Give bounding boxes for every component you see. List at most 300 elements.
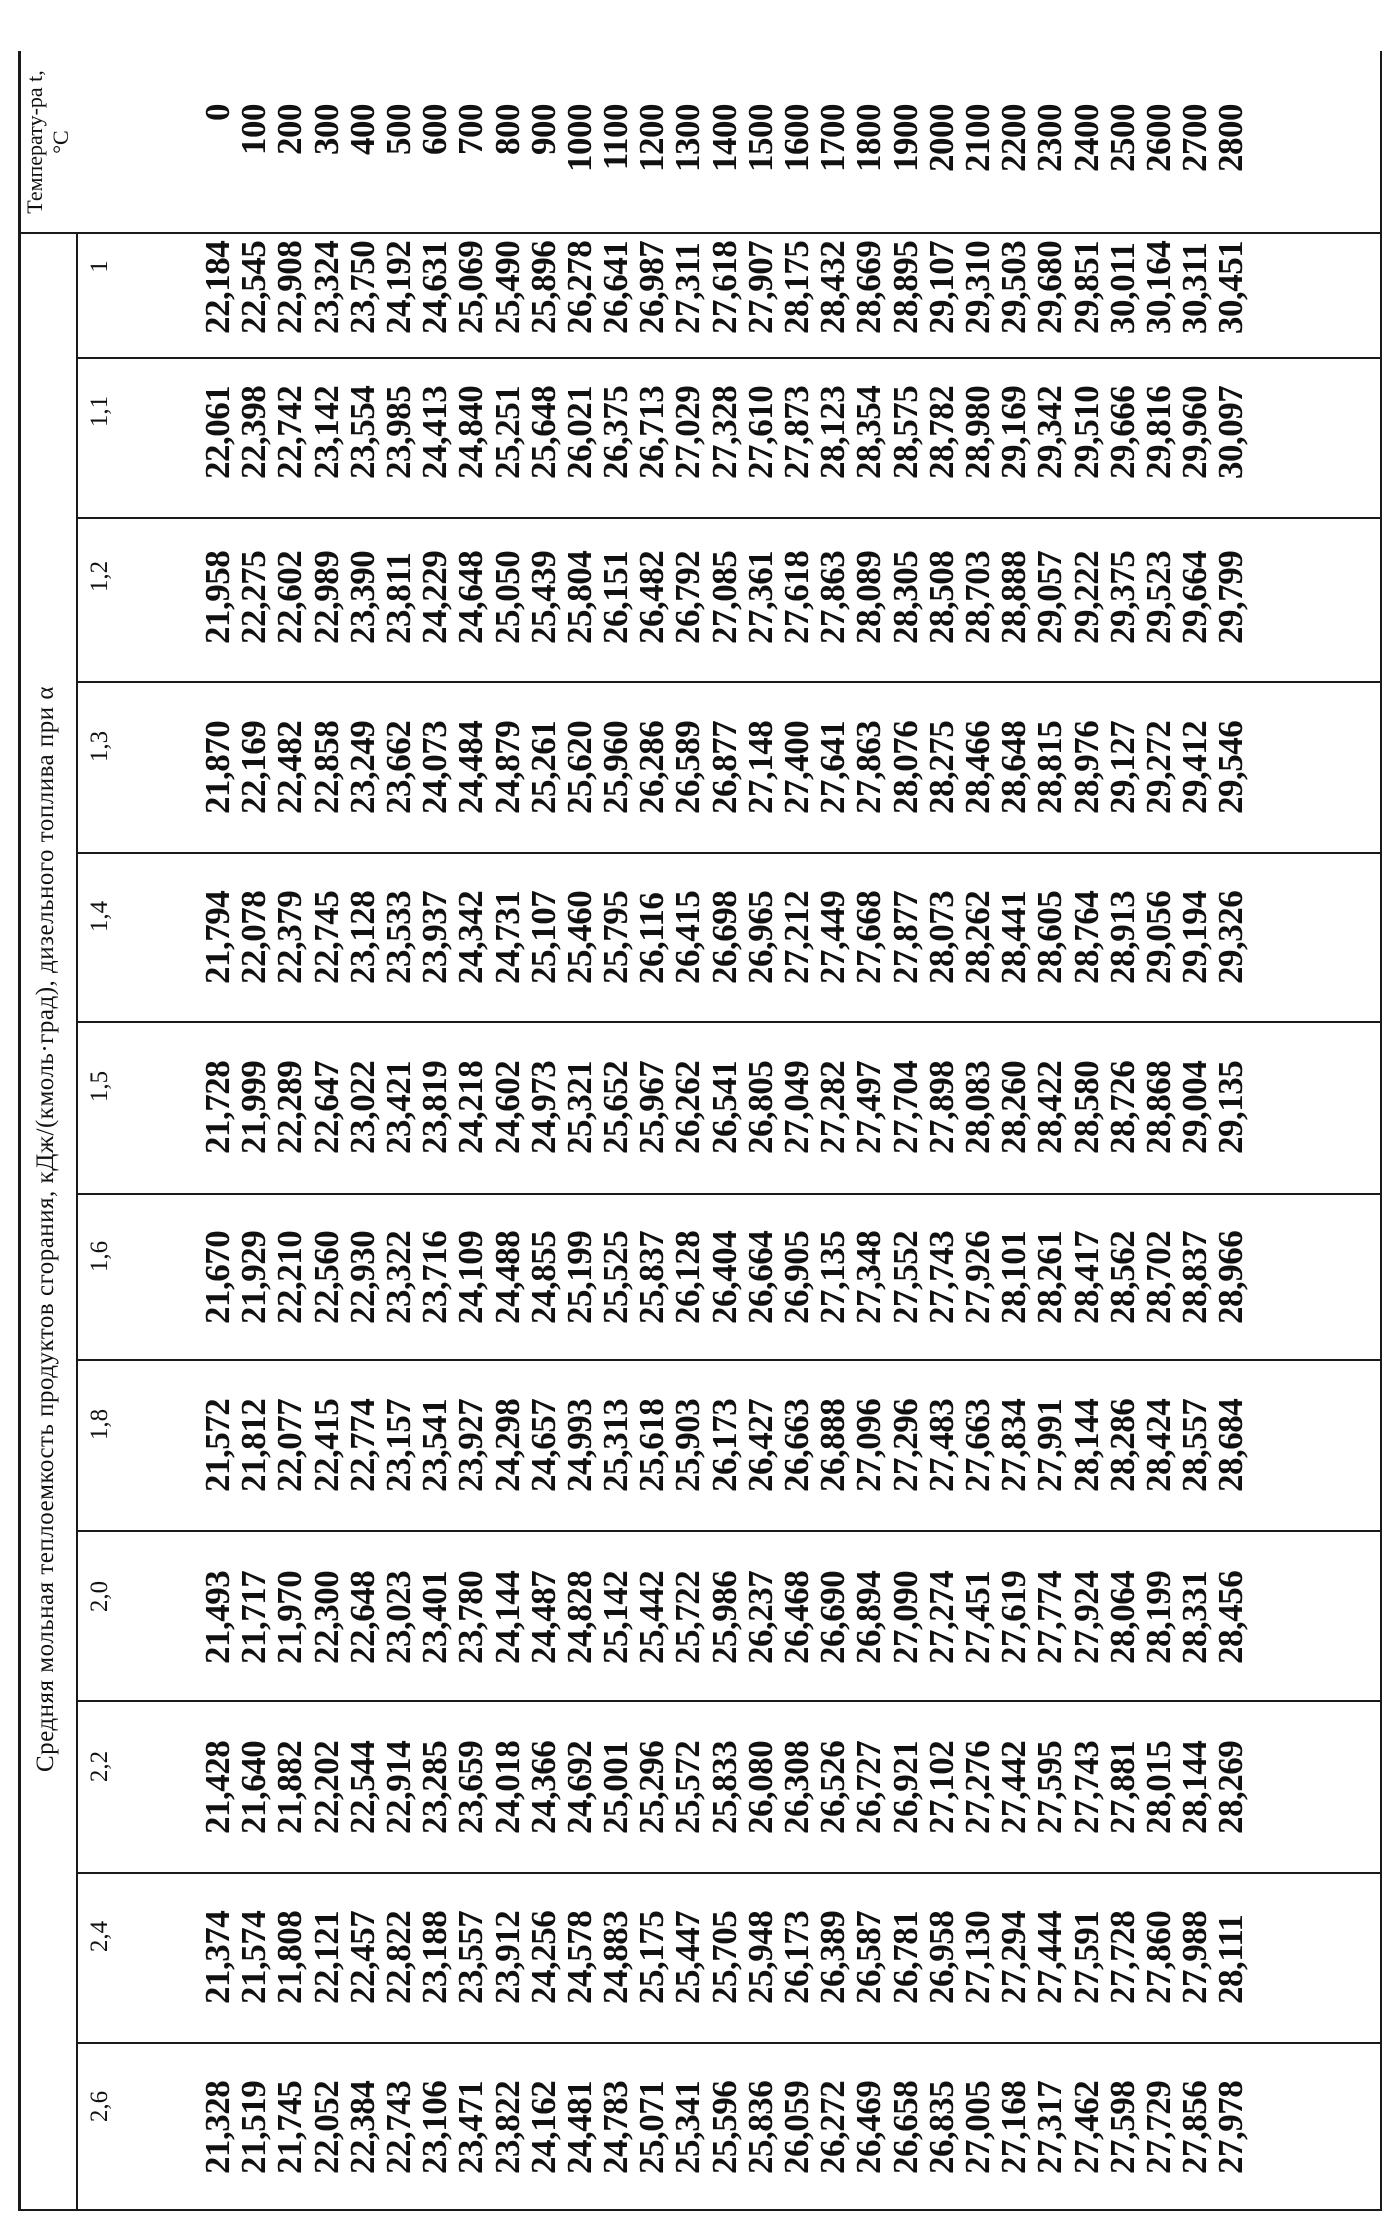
table-cell: 28,432 <box>813 240 853 334</box>
table-cell: 24,602 <box>487 1060 527 1154</box>
table-cell: 27,610 <box>740 385 780 479</box>
table-cell: 27,856 <box>1175 2080 1215 2174</box>
table-cell: 22,457 <box>342 1910 382 2004</box>
table-cell: 29,169 <box>994 385 1034 479</box>
temperature-column-separator <box>18 232 1382 234</box>
table-cell: 21,999 <box>234 1060 274 1154</box>
table-cell: 21,745 <box>270 2080 310 2174</box>
alpha-header: 1,8 <box>86 1408 113 1441</box>
table-cell: 30,097 <box>1211 385 1251 479</box>
table-cell: 26,690 <box>813 1570 853 1664</box>
table-cell: 27,212 <box>777 890 816 984</box>
temperature-cell: 1000 <box>559 104 599 172</box>
table-cell: 23,106 <box>415 2080 455 2174</box>
table-cell: 29,664 <box>1175 550 1215 644</box>
table-cell: 21,640 <box>234 1740 274 1834</box>
table-cell: 28,331 <box>1175 1570 1215 1664</box>
table-cell: 26,894 <box>849 1570 889 1664</box>
column-separator <box>78 1193 1381 1195</box>
table-cell: 27,294 <box>994 1910 1034 2004</box>
table-cell: 21,493 <box>198 1570 237 1664</box>
table-cell: 26,641 <box>596 240 636 334</box>
table-cell: 27,552 <box>885 1230 925 1324</box>
table-cell: 29,799 <box>1211 550 1251 644</box>
table-cell: 23,022 <box>342 1060 382 1154</box>
table-cell: 24,631 <box>415 240 455 334</box>
table-cell: 23,401 <box>415 1570 455 1664</box>
table-cell: 28,726 <box>1102 1060 1142 1154</box>
table-cell: 25,490 <box>487 240 527 334</box>
table-cell: 23,157 <box>378 1398 418 1492</box>
temperature-cell: 2200 <box>994 104 1034 172</box>
table-cell: 27,135 <box>813 1230 853 1324</box>
table-cell: 29,412 <box>1175 720 1215 814</box>
table-cell: 24,481 <box>559 2080 599 2174</box>
table-cell: 27,090 <box>885 1570 925 1664</box>
table-cell: 28,764 <box>1066 890 1106 984</box>
table-cell: 21,970 <box>270 1570 310 1664</box>
table-cell: 27,618 <box>704 240 744 334</box>
table-cell: 25,447 <box>668 1910 708 2004</box>
table-cell: 28,837 <box>1175 1230 1215 1324</box>
alpha-header: 1,6 <box>86 1240 113 1273</box>
table-cell: 22,602 <box>270 550 310 644</box>
value-column <box>200 1399 1249 1492</box>
table-cell: 26,272 <box>813 2080 853 2174</box>
table-cell: 23,142 <box>306 385 346 479</box>
table-cell: 28,261 <box>1030 1230 1070 1324</box>
table-cell: 28,269 <box>1211 1740 1251 1834</box>
table-cell: 27,743 <box>1066 1740 1106 1834</box>
table-cell: 27,483 <box>921 1398 961 1492</box>
table-cell: 24,657 <box>523 1398 563 1492</box>
table-cell: 23,471 <box>451 2080 491 2174</box>
table-cell: 25,795 <box>596 890 636 984</box>
table-cell: 23,324 <box>306 240 346 334</box>
table-cell: 27,029 <box>668 385 708 479</box>
table-cell: 22,379 <box>270 890 310 984</box>
table-cell: 26,237 <box>740 1570 780 1664</box>
table-cell: 21,670 <box>198 1230 237 1324</box>
table-cell: 26,698 <box>704 890 744 984</box>
column-separator <box>78 1872 1381 1874</box>
temperature-cell: 2000 <box>921 104 961 172</box>
table-cell: 23,421 <box>378 1060 418 1154</box>
alpha-header: 1,1 <box>86 395 113 428</box>
table-cell: 28,111 <box>1211 1914 1251 2004</box>
table-cell: 26,468 <box>777 1570 816 1664</box>
column-separator <box>78 1021 1381 1023</box>
table-cell: 27,311 <box>668 242 708 334</box>
table-cell: 21,808 <box>270 1910 310 2004</box>
table-cell: 21,812 <box>234 1398 274 1492</box>
table-cell: 24,488 <box>487 1230 527 1324</box>
table-cell: 26,116 <box>632 892 672 984</box>
table-cell: 24,783 <box>596 2080 636 2174</box>
table-cell: 29,510 <box>1066 385 1106 479</box>
table-cell: 21,519 <box>234 2080 274 2174</box>
table-cell: 22,184 <box>198 240 237 334</box>
table-cell: 27,168 <box>994 2080 1034 2174</box>
table-cell: 25,296 <box>632 1740 672 1834</box>
table-cell: 23,659 <box>451 1740 491 1834</box>
table-cell: 26,375 <box>596 385 636 479</box>
table-cell: 29,816 <box>1138 385 1178 479</box>
table-cell: 27,991 <box>1030 1398 1070 1492</box>
temperature-caption: Температу-ра t, °C <box>22 70 73 214</box>
table-cell: 26,286 <box>632 720 672 814</box>
column-separator <box>78 1359 1381 1361</box>
table-cell: 28,648 <box>994 720 1034 814</box>
table-cell: 22,384 <box>342 2080 382 2174</box>
table-cell: 25,069 <box>451 240 491 334</box>
table-cell: 27,462 <box>1066 2080 1106 2174</box>
table-cell: 29,342 <box>1030 385 1070 479</box>
table-cell: 26,664 <box>740 1230 780 1324</box>
table-cell: 26,262 <box>668 1060 708 1154</box>
table-cell: 25,620 <box>559 720 599 814</box>
table-cell: 28,702 <box>1138 1230 1178 1324</box>
temperature-cell: 1100 <box>596 104 636 171</box>
table-cell: 28,422 <box>1030 1060 1070 1154</box>
column-separator <box>78 517 1381 519</box>
table-cell: 26,173 <box>704 1398 744 1492</box>
table-cell: 28,064 <box>1102 1570 1142 1664</box>
table-cell: 26,877 <box>704 720 744 814</box>
table-cell: 22,648 <box>342 1570 382 1664</box>
table-cell: 29,546 <box>1211 720 1251 814</box>
temperature-cell: 1300 <box>668 104 708 172</box>
table-cell: 27,296 <box>885 1398 925 1492</box>
table-cell: 25,804 <box>559 550 599 644</box>
table-cell: 26,727 <box>849 1740 889 1834</box>
table-cell: 30,011 <box>1102 242 1142 334</box>
table-cell: 23,811 <box>378 552 418 644</box>
table-cell: 27,877 <box>885 890 925 984</box>
table-cell: 25,525 <box>596 1230 636 1324</box>
table-cell: 26,589 <box>668 720 708 814</box>
table-cell: 28,868 <box>1138 1060 1178 1154</box>
table-cell: 24,256 <box>523 1910 563 2004</box>
table-top-rule <box>18 51 21 2211</box>
temperature-cell: 1500 <box>740 104 780 172</box>
table-cell: 22,289 <box>270 1060 310 1154</box>
table-cell: 25,071 <box>632 2080 672 2174</box>
table-cell: 22,169 <box>234 720 274 814</box>
table-cell: 27,907 <box>740 240 780 334</box>
column-separator <box>78 2042 1381 2044</box>
table-cell: 28,456 <box>1211 1570 1251 1664</box>
table-cell: 26,021 <box>559 385 599 479</box>
table-cell: 23,322 <box>378 1230 418 1324</box>
table-cell: 28,605 <box>1030 890 1070 984</box>
alpha-header: 1,2 <box>86 560 113 593</box>
table-cell: 28,895 <box>885 240 925 334</box>
table-cell: 27,663 <box>957 1398 997 1492</box>
temperature-cell: 2700 <box>1175 104 1215 172</box>
table-cell: 23,188 <box>415 1910 455 2004</box>
table-cell: 28,417 <box>1066 1230 1106 1324</box>
table-cell: 26,469 <box>849 2080 889 2174</box>
table-cell: 27,328 <box>704 385 744 479</box>
table-cell: 26,888 <box>813 1398 853 1492</box>
alpha-header: 1,4 <box>86 900 113 933</box>
table-cell: 30,164 <box>1138 240 1178 334</box>
table-cell: 22,275 <box>234 550 274 644</box>
table-cell: 21,882 <box>270 1740 310 1834</box>
table-cell: 25,001 <box>596 1740 636 1834</box>
table-cell: 25,596 <box>704 2080 744 2174</box>
table-cell: 28,123 <box>813 385 853 479</box>
temperature-cell: 2400 <box>1066 104 1106 172</box>
table-cell: 27,774 <box>1030 1570 1070 1664</box>
temperature-cell: 500 <box>378 104 418 155</box>
table-cell: 28,101 <box>994 1230 1034 1324</box>
table-cell: 22,202 <box>306 1740 346 1834</box>
table-cell: 26,308 <box>777 1740 816 1834</box>
table-cell: 24,366 <box>523 1740 563 1834</box>
table-cell: 21,717 <box>234 1570 274 1664</box>
table-cell: 26,792 <box>668 550 708 644</box>
table-cell: 27,618 <box>777 550 816 644</box>
table-cell: 22,300 <box>306 1570 346 1664</box>
table-cell: 29,127 <box>1102 720 1142 814</box>
table-cell: 22,415 <box>306 1398 346 1492</box>
table-cell: 22,647 <box>306 1060 346 1154</box>
table-cell: 24,342 <box>451 890 491 984</box>
table-cell: 27,148 <box>740 720 780 814</box>
table-cell: 27,978 <box>1211 2080 1251 2174</box>
table-cell: 27,898 <box>921 1060 961 1154</box>
table-cell: 27,497 <box>849 1060 889 1154</box>
temperature-cell: 300 <box>306 104 346 155</box>
table-cell: 29,107 <box>921 240 961 334</box>
table-cell: 28,976 <box>1066 720 1106 814</box>
table-cell: 24,144 <box>487 1570 527 1664</box>
table-cell: 29,004 <box>1175 1060 1215 1154</box>
value-column <box>200 721 1249 814</box>
table-cell: 22,121 <box>306 1910 346 2004</box>
table-cell: 27,924 <box>1066 1570 1106 1664</box>
value-column <box>200 551 1249 644</box>
table-cell: 25,199 <box>559 1230 599 1324</box>
table-cell: 29,375 <box>1102 550 1142 644</box>
table-cell: 24,487 <box>523 1570 563 1664</box>
table-cell: 23,541 <box>415 1398 455 1492</box>
table-cell: 26,059 <box>777 2080 816 2174</box>
table-cell: 24,162 <box>523 2080 563 2174</box>
table-cell: 26,987 <box>632 240 672 334</box>
table-cell: 21,929 <box>234 1230 274 1324</box>
table-cell: 26,805 <box>740 1060 780 1154</box>
table-cell: 27,130 <box>957 1910 997 2004</box>
table-cell: 28,441 <box>994 890 1034 984</box>
table-cell: 25,652 <box>596 1060 636 1154</box>
table-cell: 26,541 <box>704 1060 744 1154</box>
table-cell: 22,078 <box>234 890 274 984</box>
table-cell: 29,326 <box>1211 890 1251 984</box>
table-cell: 27,274 <box>921 1570 961 1664</box>
table-cell: 26,151 <box>596 550 636 644</box>
table-cell: 22,914 <box>378 1740 418 1834</box>
table-cell: 23,822 <box>487 2080 527 2174</box>
table-cell: 22,560 <box>306 1230 346 1324</box>
temperature-cell: 1700 <box>813 104 853 172</box>
table-cell: 28,466 <box>957 720 997 814</box>
table-cell: 26,658 <box>885 2080 925 2174</box>
temperature-cell: 1200 <box>632 104 672 172</box>
table-cell: 24,883 <box>596 1910 636 2004</box>
table-cell: 25,107 <box>523 890 563 984</box>
table-cell: 30,451 <box>1211 240 1251 334</box>
table-cell: 28,305 <box>885 550 925 644</box>
table-cell: 24,073 <box>415 720 455 814</box>
table-cell: 23,533 <box>378 890 418 984</box>
table-cell: 22,930 <box>342 1230 382 1324</box>
table-cell: 24,993 <box>559 1398 599 1492</box>
table-cell: 27,348 <box>849 1230 889 1324</box>
table-cell: 27,873 <box>777 385 816 479</box>
column-separator <box>78 1530 1381 1532</box>
table-cell: 30,311 <box>1175 242 1215 334</box>
table-cell: 23,716 <box>415 1230 455 1324</box>
table-cell: 28,557 <box>1175 1398 1215 1492</box>
temperature-cell: 700 <box>451 104 491 155</box>
table-cell: 26,278 <box>559 240 599 334</box>
temperature-column <box>200 104 1249 214</box>
table-cell: 25,261 <box>523 720 563 814</box>
table-cell: 24,692 <box>559 1740 599 1834</box>
table-cell: 24,578 <box>559 1910 599 2004</box>
table-cell: 24,973 <box>523 1060 563 1154</box>
table-cell: 25,050 <box>487 550 527 644</box>
temperature-cell: 2500 <box>1102 104 1142 172</box>
alpha-header: 1 <box>86 260 113 273</box>
table-cell: 26,905 <box>777 1230 816 1324</box>
table-cell: 24,218 <box>451 1060 491 1154</box>
alpha-header: 2,0 <box>86 1580 113 1613</box>
table-cell: 26,526 <box>813 1740 853 1834</box>
table-cell: 26,921 <box>885 1740 925 1834</box>
table-cell: 25,896 <box>523 240 563 334</box>
temperature-cell: 600 <box>415 104 455 155</box>
table-cell: 21,572 <box>198 1398 237 1492</box>
table-cell: 24,648 <box>451 550 491 644</box>
table-cell: 25,967 <box>632 1060 672 1154</box>
value-column <box>200 1741 1249 1834</box>
table-cell: 28,782 <box>921 385 961 479</box>
table-cell: 27,595 <box>1030 1740 1070 1834</box>
table-cell: 22,908 <box>270 240 310 334</box>
alpha-header: 1,3 <box>86 730 113 763</box>
table-cell: 27,005 <box>957 2080 997 2174</box>
temperature-cell: 2300 <box>1030 104 1070 172</box>
table-cell: 27,276 <box>957 1740 997 1834</box>
alpha-header: 1,5 <box>86 1070 113 1103</box>
table-cell: 29,310 <box>957 240 997 334</box>
table-cell: 29,523 <box>1138 550 1178 644</box>
value-column <box>200 1571 1249 1664</box>
table-cell: 27,881 <box>1102 1740 1142 1834</box>
table-cell: 27,442 <box>994 1740 1034 1834</box>
table-cell: 28,286 <box>1102 1398 1142 1492</box>
table-cell: 21,870 <box>198 720 237 814</box>
table-cell: 25,142 <box>596 1570 636 1664</box>
temperature-cell: 0 <box>198 104 237 121</box>
table-cell: 23,937 <box>415 890 455 984</box>
value-column <box>200 1231 1249 1324</box>
temperature-cell: 100 <box>234 104 274 155</box>
table-cell: 27,619 <box>994 1570 1034 1664</box>
table-cell: 27,729 <box>1138 2080 1178 2174</box>
table-cell: 29,666 <box>1102 385 1142 479</box>
table-cell: 27,317 <box>1030 2080 1070 2174</box>
alpha-header: 2,6 <box>86 2090 113 2123</box>
main-caption: Средняя мольная теплоемкость продуктов сгорания, кДж/(кмоль·град), дизельного топлива при α <box>32 686 59 1773</box>
table-bottom-rule <box>1380 51 1382 2211</box>
table-cell: 28,980 <box>957 385 997 479</box>
table-cell: 28,562 <box>1102 1230 1142 1324</box>
column-separator <box>78 1700 1381 1702</box>
table-cell: 24,731 <box>487 890 527 984</box>
table-cell: 28,580 <box>1066 1060 1106 1154</box>
table-cell: 23,557 <box>451 1910 491 2004</box>
table-cell: 23,927 <box>451 1398 491 1492</box>
table-cell: 27,988 <box>1175 1910 1215 2004</box>
table-cell: 24,109 <box>451 1230 491 1324</box>
table-cell: 26,404 <box>704 1230 744 1324</box>
table-cell: 25,439 <box>523 550 563 644</box>
table-cell: 27,591 <box>1066 1910 1106 2004</box>
table-cell: 25,460 <box>559 890 599 984</box>
table-cell: 26,587 <box>849 1910 889 2004</box>
table-cell: 28,913 <box>1102 890 1142 984</box>
table-cell: 23,750 <box>342 240 382 334</box>
table-cell: 22,398 <box>234 385 274 479</box>
table-cell: 23,912 <box>487 1910 527 2004</box>
table-cell: 24,298 <box>487 1398 527 1492</box>
table-cell: 24,855 <box>523 1230 563 1324</box>
table-cell: 29,503 <box>994 240 1034 334</box>
table-cell: 23,249 <box>342 720 382 814</box>
main-caption-underline <box>76 234 78 2209</box>
temperature-cell: 200 <box>270 104 310 155</box>
table-cell: 28,508 <box>921 550 961 644</box>
column-separator <box>78 852 1381 854</box>
value-column <box>200 2081 1249 2174</box>
table-cell: 28,354 <box>849 385 889 479</box>
table-cell: 28,262 <box>957 890 997 984</box>
table-cell: 27,102 <box>921 1740 961 1834</box>
table-cell: 27,860 <box>1138 1910 1178 2004</box>
table-cell: 28,815 <box>1030 720 1070 814</box>
table-cell: 23,023 <box>378 1570 418 1664</box>
table-cell: 28,199 <box>1138 1570 1178 1664</box>
value-column <box>200 1061 1249 1154</box>
table-cell: 29,272 <box>1138 720 1178 814</box>
table-cell: 22,743 <box>378 2080 418 2174</box>
temperature-cell: 1800 <box>849 104 889 172</box>
table-cell: 27,096 <box>849 1398 889 1492</box>
value-column <box>200 891 1249 984</box>
table-cell: 21,794 <box>198 890 237 984</box>
temperature-cell: 900 <box>523 104 563 155</box>
table-cell: 28,073 <box>921 890 961 984</box>
table-cell: 25,986 <box>704 1570 744 1664</box>
table-cell: 27,863 <box>849 720 889 814</box>
temperature-cell: 1900 <box>885 104 925 172</box>
table-cell: 27,085 <box>704 550 744 644</box>
